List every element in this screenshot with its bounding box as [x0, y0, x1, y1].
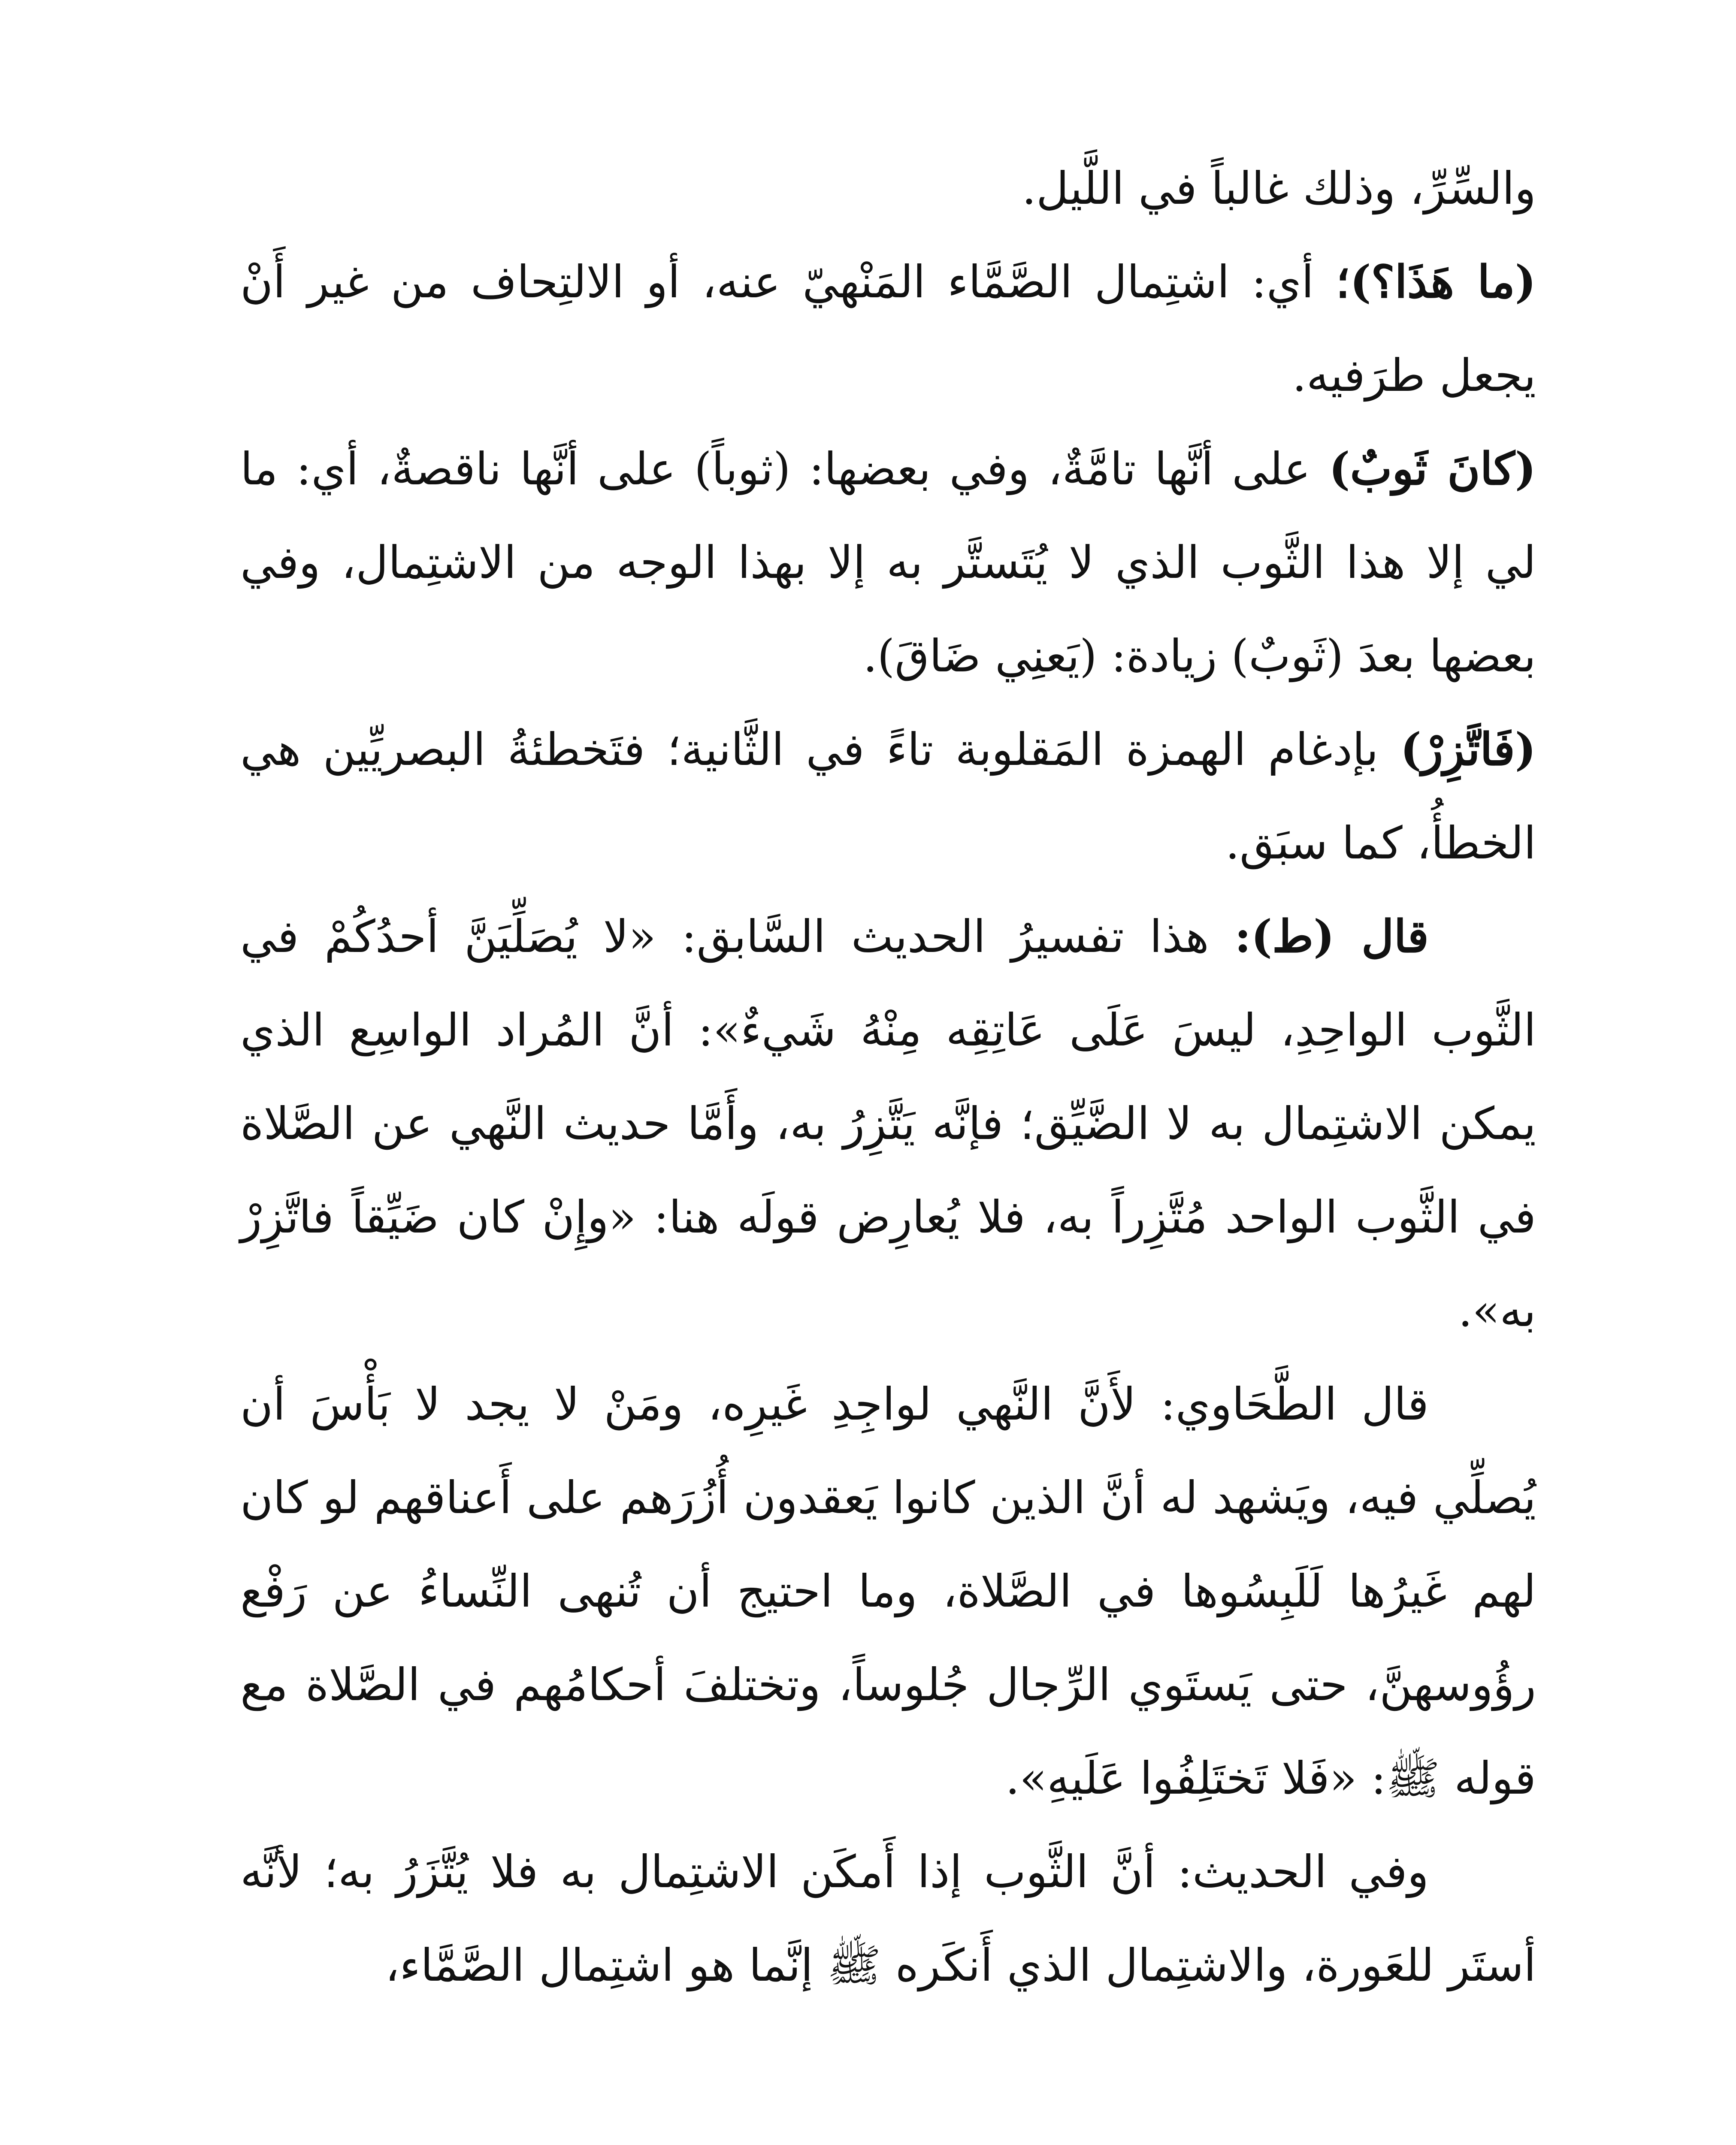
paragraph-1-text: والسِّرِّ، وذلك غالباً في اللَّيل.: [1022, 162, 1536, 214]
paragraph-3-lead: (كانَ ثَوبٌ): [1329, 442, 1536, 495]
paragraph-3-text: على أنَّها تامَّةٌ، وفي بعضها: (ثوباً) على أنَّها ناقصةٌ، أي: ما لي إلا هذا الثَّوب الذي لا يُتَستَّر به إلا بهذا الوجه من الاشتِمال، وفي بعضها بعدَ (ثَوبٌ) زيادة: (يَعنِي ضَاقَ).: [240, 443, 1536, 682]
paragraph-3: [240, 422, 1536, 703]
paragraph-2-lead: (ما هَذَا؟)؛: [1336, 255, 1536, 308]
paragraph-1: [240, 142, 1536, 235]
page-body: [240, 142, 1536, 2145]
paragraph-7-text: وفي الحديث: أنَّ الثَّوب إذا أَمكَن الاشتِمال به فلا يُتَّزَرُ به؛ لأنَّه أستَر للعَورة، والاشتِمال الذي أَنكَره ﷺ إنَّما هو اشتِمال الصَّمَّاء،: [240, 1846, 1536, 1991]
paragraph-6-text: قال الطَّحَاوي: لأَنَّ النَّهي لواجِدِ غَيرِه، ومَنْ لا يجد لا بَأْسَ أن يُصلِّي فيه، ويَشهد له أنَّ الذين كانوا يَعقدون أُزُرَهم على أَعناقهم لو كان لهم غَيرُها لَلَبِسُوها في الصَّلاة، وما احتيج أن تُنهى النِّساءُ عن رَفْع رؤُوسهنَّ، حتى يَستَوي الرِّجال جُلوساً، وتختلفَ أحكامُهم في الصَّلاة مع قوله ﷺ: «فَلا تَختَلِفُوا عَلَيهِ».: [240, 1378, 1536, 1804]
paragraph-2: [240, 235, 1536, 422]
paragraph-6: [240, 1357, 1536, 1825]
paragraph-5-lead: قال (ط):: [1234, 910, 1429, 963]
paragraph-2-text: أي: اشتِمال الصَّمَّاء المَنْهيّ عنه، أو الالتِحاف من غير أَنْ يجعل طرَفيه.: [240, 256, 1536, 402]
paragraph-5-text: هذا تفسيرُ الحديث السَّابق: «لا يُصَلِّيَنَّ أحدُكُمْ في الثَّوب الواحِدِ، ليسَ عَلَى عَاتِقِه مِنْهُ شَيءٌ»: أنَّ المُراد الواسِع الذي يمكن الاشتِمال به لا الضَّيِّق؛ فإنَّه يَتَّزِرُ به، وأَمَّا حديث النَّهي عن الصَّلاة في الثَّوب الواحد مُتَّزِراً به، فلا يُعارِض قولَه هنا: «وإِنْ كان ضَيِّقاً فاتَّزِرْ به».: [240, 910, 1536, 1337]
paragraph-7: [240, 1825, 1536, 2012]
paragraph-5: [240, 890, 1536, 1357]
paragraph-4-text: بإدغام الهمزة المَقلوبة تاءً في الثَّانية؛ فتَخطئةُ البصريِّين هي الخطأُ، كما سبَق.: [240, 723, 1536, 869]
paragraph-4-lead: (فَاتَّزِرْ): [1400, 723, 1536, 776]
paragraph-4: [240, 703, 1536, 890]
